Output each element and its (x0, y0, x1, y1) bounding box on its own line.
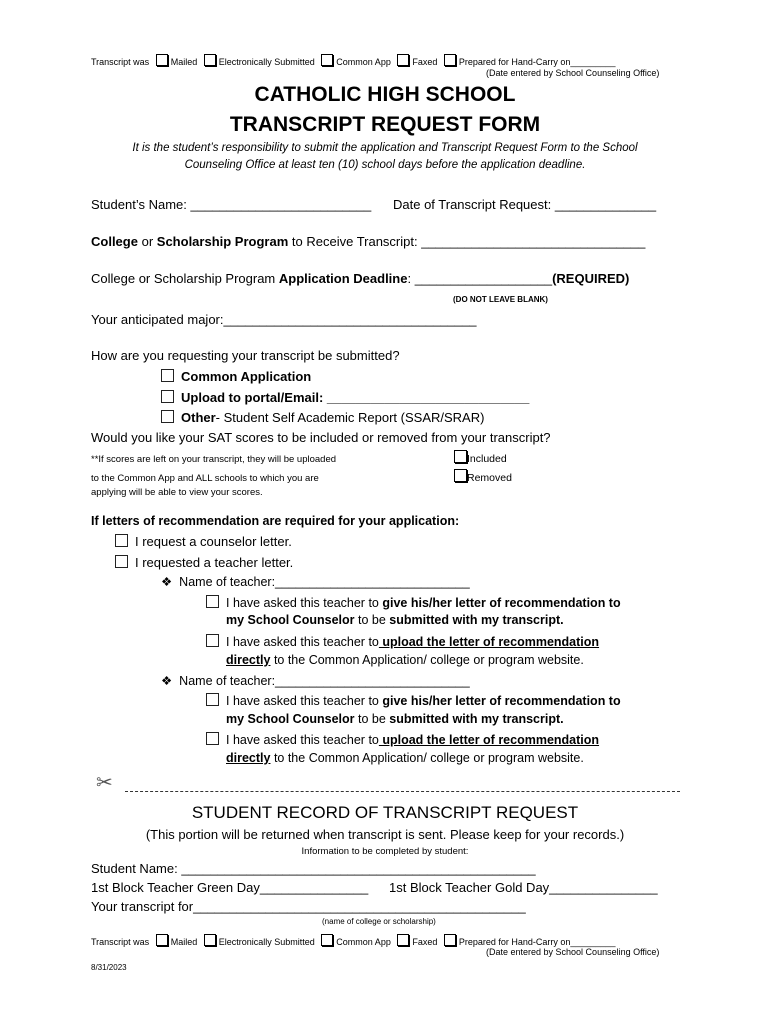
teacher-letter-option[interactable]: I requested a teacher letter. (115, 555, 293, 570)
top-date-note: (Date entered by School Counseling Office) (486, 68, 660, 78)
submission-question: How are you requesting your transcript be submitted? (91, 348, 400, 363)
deadline-field[interactable]: College or Scholarship Program Application Deadline: ___________________(REQUIRED) (91, 271, 630, 286)
upload-portal-checkbox[interactable] (161, 390, 174, 403)
faxed-checkbox-bottom[interactable] (397, 934, 409, 946)
mailed-checkbox[interactable] (156, 54, 168, 66)
record-for-note: (name of college or scholarship) (322, 917, 436, 926)
scissors-icon: ✂ (96, 772, 113, 794)
teacher1-upload-cont: directly to the Common Application/ college or program website. (226, 653, 584, 667)
other-option[interactable]: Other- Student Self Academic Report (SSAR/SRAR) (161, 410, 484, 425)
major-field[interactable]: Your anticipated major:___________________________________ (91, 312, 477, 327)
faxed-checkbox[interactable] (397, 54, 409, 66)
common-application-option[interactable]: Common Application (161, 369, 311, 384)
counselor-letter-option[interactable]: I request a counselor letter. (115, 534, 292, 549)
record-green-day[interactable]: 1st Block Teacher Green Day_______________ (91, 880, 369, 895)
intro-line-2: Counseling Office at least ten (10) school days before the application deadline. (184, 159, 586, 171)
record-info: Information to be completed by student: (301, 846, 469, 857)
letters-heading: If letters of recommendation are required for your application: (91, 514, 460, 528)
counselor-letter-checkbox[interactable] (115, 534, 128, 547)
bottom-status-line: Transcript was Mailed Electronically Submitted Common App Faxed Prepared for Hand-Carry on_________ (91, 934, 615, 947)
date-request-field[interactable]: Date of Transcript Request: ______________ (393, 197, 657, 212)
sat-note-1: **If scores are left on your transcript, they will be uploaded (91, 454, 337, 465)
teacher2-upload-option[interactable]: I have asked this teacher to upload the letter of recommendation (206, 732, 599, 747)
upload-portal-option[interactable]: Upload to portal/Email: ____________________________ (161, 390, 529, 405)
sat-included-checkbox[interactable] (454, 450, 467, 463)
sat-note-3: applying will be able to view your scores. (91, 487, 263, 498)
record-student-name[interactable]: Student Name: _________________________________________________ (91, 861, 536, 876)
sat-removed-checkbox[interactable] (454, 469, 467, 482)
sat-note-2: to the Common App and ALL schools to which you are (91, 473, 319, 484)
bottom-date-note: (Date entered by School Counseling Office) (486, 947, 660, 957)
teacher1-upload-option[interactable]: I have asked this teacher to upload the letter of recommendation (206, 634, 599, 649)
teacher-name-field-1[interactable]: ❖ Name of teacher:____________________________ (161, 575, 470, 589)
other-checkbox[interactable] (161, 410, 174, 423)
hand-carry-checkbox[interactable] (444, 54, 456, 66)
electronically-submitted-checkbox-bottom[interactable] (204, 934, 216, 946)
diamond-bullet-icon: ❖ (161, 575, 173, 589)
teacher2-upload-cont: directly to the Common Application/ college or program website. (226, 751, 584, 765)
teacher1-give-option[interactable]: I have asked this teacher to give his/her letter of recommendation to (206, 595, 621, 610)
diamond-bullet-icon: ❖ (161, 674, 173, 688)
mailed-checkbox-bottom[interactable] (156, 934, 168, 946)
intro-line-1: It is the student’s responsibility to submit the application and Transcript Request Form to the School (132, 142, 638, 154)
teacher2-give-option[interactable]: I have asked this teacher to give his/her letter of recommendation to (206, 693, 621, 708)
record-transcript-for[interactable]: Your transcript for______________________________________________ (91, 899, 526, 914)
teacher-name-field-2[interactable]: ❖ Name of teacher:____________________________ (161, 674, 470, 688)
teacher1-give-checkbox[interactable] (206, 595, 219, 608)
do-not-leave-blank: (DO NOT LEAVE BLANK) (453, 295, 548, 304)
form-title: TRANSCRIPT REQUEST FORM (229, 113, 541, 136)
hand-carry-checkbox-bottom[interactable] (444, 934, 456, 946)
college-field[interactable]: College or Scholarship Program to Receive Transcript: _______________________________ (91, 234, 646, 249)
teacher1-give-cont: my School Counselor to be submitted with my transcript. (226, 613, 564, 627)
cut-line (125, 791, 680, 792)
school-title: CATHOLIC HIGH SCHOOL (254, 83, 516, 106)
teacher2-give-cont: my School Counselor to be submitted with my transcript. (226, 712, 564, 726)
teacher2-give-checkbox[interactable] (206, 693, 219, 706)
sat-question: Would you like your SAT scores to be included or removed from your transcript? (91, 430, 551, 445)
teacher1-upload-checkbox[interactable] (206, 634, 219, 647)
sat-included-option[interactable]: Included (454, 450, 507, 465)
teacher2-upload-checkbox[interactable] (206, 732, 219, 745)
record-heading: STUDENT RECORD OF TRANSCRIPT REQUEST (191, 803, 579, 822)
record-gold-day[interactable]: 1st Block Teacher Gold Day_______________ (389, 880, 658, 895)
student-name-field[interactable]: Student’s Name: _________________________ (91, 197, 372, 212)
common-app-checkbox[interactable] (321, 54, 333, 66)
common-app-checkbox-bottom[interactable] (321, 934, 333, 946)
electronically-submitted-checkbox[interactable] (204, 54, 216, 66)
teacher-letter-checkbox[interactable] (115, 555, 128, 568)
top-status-line: Transcript was Mailed Electronically Submitted Common App Faxed Prepared for Hand-Carry on_________ (91, 54, 615, 67)
footer-date: 8/31/2023 (91, 963, 127, 972)
record-subheading: (This portion will be returned when transcript is sent. Please keep for your records.) (145, 827, 625, 842)
sat-removed-option[interactable]: Removed (454, 469, 512, 484)
common-application-checkbox[interactable] (161, 369, 174, 382)
